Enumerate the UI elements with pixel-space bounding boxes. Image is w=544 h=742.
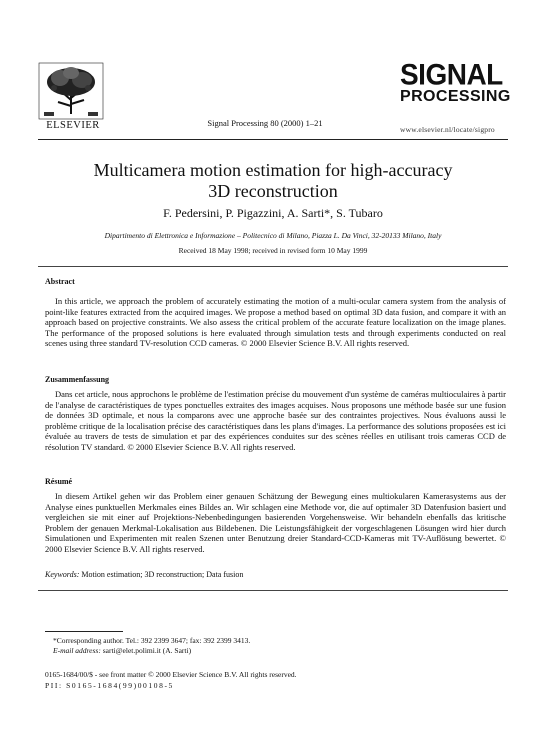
resume-heading: Résumé — [45, 477, 73, 486]
email-note — [53, 646, 191, 656]
resume-body: In diesem Artikel gehen wir das Problem einer genauen Schätzung der Bewegung eines multiokularen Kamerasystems aus der Analyse eines punktuellen Merkmales eines Bildes an. Wir schlagen eine Methode vor, die auf optimaler 3D Datenfusion basiert und vergleichen sie mit einer auf Projektions-Nebenbedingungen basierenden Vorgehensweise. Wir behandeln ebenfalls das kritische Problem der genauen Merkmal-Lokalisation aus Bildebenen. Die Leistungsfähigkeit der vorgeschlagenen Lösungen wird hier durch Simulationen und Experimenten mit realen Szenen unter Benutzung dreier Standard-CCD-Kameras mit TV-Auflösung bewertet. © 2000 Elsevier Science B.V. All rights reserved. — [45, 491, 506, 554]
author-list: F. Pedersini, P. Pigazzini, A. Sarti*, S. Tubaro — [163, 206, 383, 220]
email-label: E-mail address: — [53, 646, 101, 655]
email-address[interactable]: sarti@elet.polimi.it (A. Sarti) — [102, 646, 192, 655]
keywords-label: Keywords: — [45, 570, 80, 579]
received-dates: Received 18 May 1998; received in revised form 10 May 1999 — [178, 246, 368, 255]
abstract-divider — [38, 266, 508, 267]
journal-logo-line1: SIGNAL — [400, 58, 503, 91]
header-divider — [38, 139, 508, 140]
issn-line: 0165-1684/00/$ - see front matter © 2000 Elsevier Science B.V. All rights reserved. — [45, 670, 297, 679]
journal-reference: Signal Processing 80 (2000) 1–21 — [207, 118, 323, 128]
title-line-1: Multicamera motion estimation for high-accuracy — [93, 160, 453, 180]
abstract-heading: Abstract — [45, 277, 75, 286]
keywords-value: Motion estimation; 3D reconstruction; Data fusion — [81, 570, 244, 579]
keywords — [45, 570, 243, 579]
abstract-end-divider — [38, 590, 508, 591]
pii-line: PII: S0165-1684(99)00108-5 — [45, 681, 174, 690]
zusammenfassung-body: Dans cet article, nous approchons le problème de l'estimation précise du mouvement d'un système de caméras multioculaires à partir de l'analyse de caractéristiques de types ponctuelles extraites des images acquises. Nous proposons une méthode basée sur une fusion de données 3D optimale, et nous la comparons avec une approche basée sur des contraintes projectives. Nous évaluons aussi le problème critique de la localisation précise des caractéristiques dans les plans d'images. La performance des solutions proposées est ici évaluée au travers de tests de simulation et par des expériences conduites sur des scènes réelles en utilisant trois cameras CCD de résolution TV standard. © 2000 Elsevier Science B.V. All rights reserved. — [45, 389, 506, 452]
publisher-wordmark: ELSEVIER — [46, 120, 100, 131]
journal-url[interactable]: www.elsevier.nl/locate/sigpro — [400, 125, 495, 134]
title-line-2: 3D reconstruction — [208, 181, 338, 201]
journal-logo — [400, 58, 511, 105]
abstract-body: In this article, we approach the problem of accurately estimating the motion of a multi-ocular camera system from the analysis of point-like features extracted from the acquired images. We propose a method based on optimal 3D data fusion, and compare it with an approach based on projective constraints. We also assess the critical problem of the accurate feature localization on the image planes. The performance of the proposed solutions is here evaluated through simulation tests and through experiments conducted on real scenes using three standard TV-resolution CCD cameras. © 2000 Elsevier Science B.V. All rights reserved. — [45, 296, 506, 349]
footnote-divider — [45, 631, 123, 632]
elsevier-tree-icon — [38, 62, 104, 126]
journal-logo-line2: PROCESSING — [400, 88, 511, 105]
article-title — [38, 160, 508, 202]
affiliation: Dipartimento di Elettronica e Informazione – Politecnico di Milano, Piazza L. Da Vinci, 32-20133 Milano, Italy — [104, 231, 442, 240]
corresponding-author-note: *Corresponding author. Tel.: 392 2399 3647; fax: 392 2399 3413. — [53, 636, 251, 645]
zusammenfassung-heading: Zusammenfassung — [45, 375, 110, 384]
